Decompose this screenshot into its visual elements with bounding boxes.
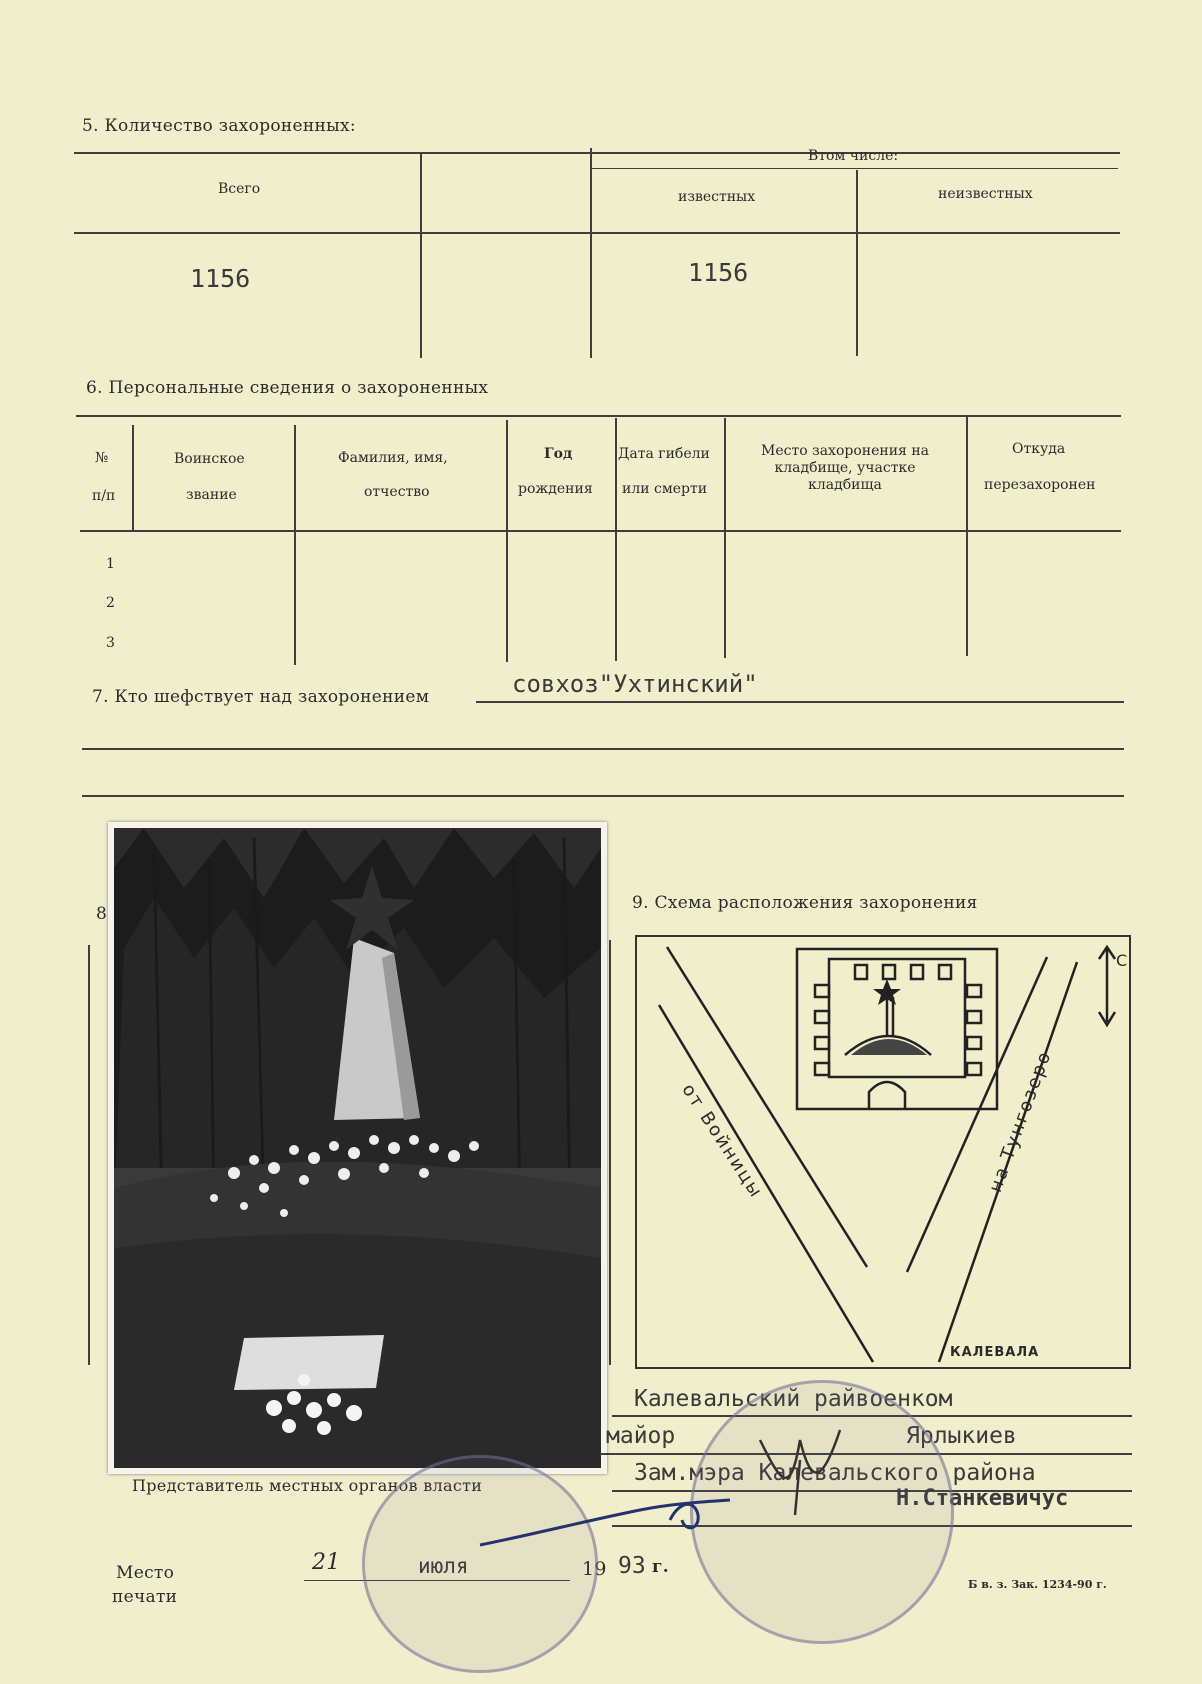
header-death: Дата гибели [618, 446, 710, 462]
section7-label: 7. Кто шефствует над захоронением [92, 687, 430, 707]
table5-top-line [74, 152, 1120, 154]
table6-divider [966, 416, 968, 656]
total-value: 1156 [190, 264, 251, 293]
road-left-label: от Войницы [677, 1080, 768, 1203]
print-note: Б в. з. Зак. 1234-90 г. [968, 1578, 1107, 1591]
header-birth: Год [544, 446, 573, 462]
header-name: Фамилия, имя, [338, 450, 448, 466]
table5-divider [856, 170, 858, 356]
table6-divider [294, 425, 296, 665]
north-label: С [1116, 951, 1128, 970]
table6-divider [132, 425, 134, 530]
signer1-rank: майор [606, 1423, 676, 1449]
header-num-2: п/п [92, 488, 116, 504]
col-including-header: Втом числе: [808, 148, 899, 164]
blank-line [82, 748, 1124, 750]
signer1-name: Ярлыкиев [906, 1423, 1017, 1449]
table6-divider [615, 418, 617, 661]
table5-divider [590, 148, 592, 358]
date-day: 21 [312, 1550, 341, 1575]
memorial-photo-image [114, 828, 601, 1468]
section5-title: 5. Количество захороненных: [82, 116, 356, 136]
signer1-line: Калевальский райвоенком [634, 1386, 953, 1412]
date-month: июля [418, 1554, 469, 1578]
date-year-unit: г. [652, 1557, 669, 1577]
road-right-label: на Тунгозеро [985, 1047, 1056, 1196]
section6-title: 6. Персональные сведения о захороненных [86, 378, 489, 398]
col-known-header: известных [678, 189, 756, 205]
header-name-2: отчество [364, 484, 430, 500]
header-rank-2: звание [186, 487, 237, 503]
header-birth-2: рождения [518, 481, 593, 497]
header-from: Откуда [1012, 441, 1066, 457]
table5-divider [420, 152, 422, 358]
place-label: Место [116, 1563, 175, 1583]
table5-sub-line [590, 168, 1118, 169]
section8-number: 8 [96, 904, 108, 924]
date-year-suffix: 93 [618, 1553, 646, 1579]
military-stamp [362, 1455, 598, 1673]
signer2-line: Зам.мэра Калевальского района [634, 1460, 1036, 1486]
signature-1 [470, 1490, 770, 1560]
scheme-drawing [637, 937, 1129, 1367]
header-num: № [95, 450, 109, 466]
table6-divider [724, 418, 726, 658]
table5-header-line [74, 232, 1120, 234]
memorial-photo [108, 822, 607, 1474]
patron-line [476, 701, 1124, 703]
row-number: 2 [106, 595, 115, 611]
known-value: 1156 [688, 258, 749, 287]
road-bottom-label: КАЛЕВАЛА [950, 1345, 1040, 1360]
table6-top-line [76, 415, 1121, 417]
date-year-prefix: 19 [582, 1558, 607, 1580]
blank-line [82, 795, 1124, 797]
section8-border [88, 945, 90, 1365]
signature-2 [740, 1420, 860, 1520]
table6-header-line [80, 530, 1121, 532]
row-number: 1 [106, 556, 115, 572]
local-rep-label: Представитель местных органов власти [132, 1476, 483, 1495]
place-label-2: печати [112, 1587, 178, 1607]
table6-divider [506, 420, 508, 662]
col-unknown-header: неизвестных [938, 186, 1033, 202]
section9-title: 9. Схема расположения захоронения [632, 893, 978, 913]
signer2-name: Н.Станкевичус [896, 1486, 1069, 1511]
header-rank: Воинское [174, 451, 245, 467]
patron-value: совхоз"Ухтинский" [512, 670, 758, 698]
col-total-header: Всего [218, 181, 261, 197]
header-place: Место захоронения на кладбище, участке кладбища [760, 443, 930, 493]
header-death-2: или смерти [622, 481, 708, 497]
header-from-2: перезахоронен [984, 477, 1096, 493]
burial-scheme [635, 935, 1131, 1369]
section10-number: 10. [118, 1395, 146, 1415]
row-number: 3 [106, 635, 115, 651]
section8-border [609, 940, 611, 1365]
